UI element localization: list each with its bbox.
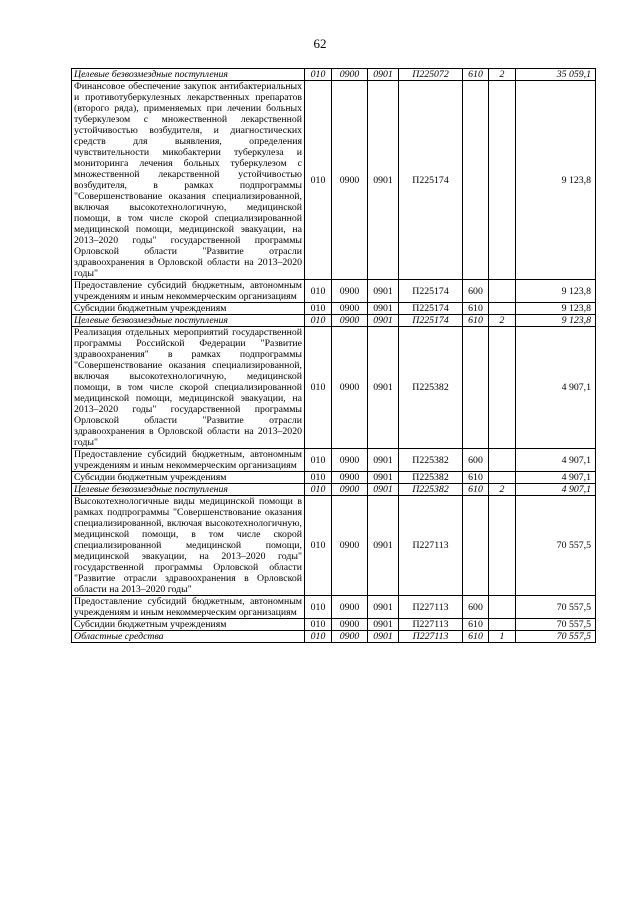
section-code: 0900 <box>332 69 368 81</box>
ministry-code: 010 <box>305 280 332 303</box>
expense-type-code: 600 <box>463 449 489 472</box>
subsection-code: 0901 <box>368 619 399 631</box>
row-name: Целевые безвозмездные поступления <box>72 315 305 327</box>
target-article-code: П225382 <box>399 484 463 496</box>
table-row <box>72 303 596 315</box>
target-article-code: П225174 <box>399 280 463 303</box>
subsection-code: 0901 <box>368 496 399 596</box>
row-name: Субсидии бюджетным учреждениям <box>72 303 305 315</box>
table-row <box>72 69 596 81</box>
amount: 9 123,8 <box>516 315 596 327</box>
expense-type-code <box>463 81 489 280</box>
amount: 70 557,5 <box>516 619 596 631</box>
subsection-code: 0901 <box>368 69 399 81</box>
row-name: Субсидии бюджетным учреждениям <box>72 472 305 484</box>
table-row <box>72 280 596 303</box>
table-row <box>72 449 596 472</box>
table-row <box>72 631 596 643</box>
section-code: 0900 <box>332 303 368 315</box>
target-article-code: П227113 <box>399 496 463 596</box>
expense-type-code <box>463 496 489 596</box>
ministry-code: 010 <box>305 472 332 484</box>
row-name: Целевые безвозмездные поступления <box>72 484 305 496</box>
funding-source-code <box>489 472 516 484</box>
funding-source-code: 2 <box>489 69 516 81</box>
subsection-code: 0901 <box>368 81 399 280</box>
funding-source-code <box>489 327 516 449</box>
section-code: 0900 <box>332 81 368 280</box>
expense-type-code <box>463 327 489 449</box>
target-article-code: П225174 <box>399 81 463 280</box>
row-name: Предоставление субсидий бюджетным, автономным учреждениям и иным некоммерческим организациям <box>72 280 305 303</box>
expense-type-code: 610 <box>463 303 489 315</box>
section-code: 0900 <box>332 449 368 472</box>
expense-type-code: 610 <box>463 69 489 81</box>
section-code: 0900 <box>332 496 368 596</box>
funding-source-code <box>489 81 516 280</box>
row-name: Предоставление субсидий бюджетным, автономным учреждениям и иным некоммерческим организациям <box>72 596 305 619</box>
amount: 4 907,1 <box>516 449 596 472</box>
table-row <box>72 496 596 596</box>
section-code: 0900 <box>332 484 368 496</box>
funding-source-code <box>489 449 516 472</box>
amount: 4 907,1 <box>516 327 596 449</box>
section-code: 0900 <box>332 596 368 619</box>
target-article-code: П225072 <box>399 69 463 81</box>
subsection-code: 0901 <box>368 280 399 303</box>
table-row <box>72 619 596 631</box>
funding-source-code <box>489 619 516 631</box>
table-row <box>72 327 596 449</box>
row-name: Целевые безвозмездные поступления <box>72 69 305 81</box>
expense-type-code: 610 <box>463 472 489 484</box>
ministry-code: 010 <box>305 315 332 327</box>
expense-type-code: 600 <box>463 280 489 303</box>
amount: 4 907,1 <box>516 472 596 484</box>
funding-source-code: 2 <box>489 484 516 496</box>
funding-source-code <box>489 303 516 315</box>
subsection-code: 0901 <box>368 631 399 643</box>
funding-source-code: 2 <box>489 315 516 327</box>
row-name: Финансовое обеспечение закупок антибактериальных и противотуберкулезных лекарственных препаратов (второго ряда), применяемых при лечении больных туберкулезом с множественной лекарственной устойчивостью возбудителя, и диагностических средств для выявления, определения чувствительности микобактерии туберкулеза и мониторинга лечения больных туберкулезом с множественной лекарственной устойчивостью возбудителя, в рамках подпрограммы "Совершенствование оказания специализированной, включая высокотехнологичную, медицинской помощи, в том числе скорой специализированной медицинской помощи, медицинской эвакуации, на 2013–2020 годы" государственной программы Орловской области "Развитие отрасли здравоохранения в Орловской области на 2013–2020 годы" <box>72 81 305 280</box>
expense-type-code: 610 <box>463 484 489 496</box>
subsection-code: 0901 <box>368 303 399 315</box>
page-number: 62 <box>313 36 327 51</box>
target-article-code: П225174 <box>399 303 463 315</box>
table-row <box>72 596 596 619</box>
section-code: 0900 <box>332 631 368 643</box>
expense-type-code: 600 <box>463 596 489 619</box>
table-row <box>72 484 596 496</box>
target-article-code: П227113 <box>399 631 463 643</box>
section-code: 0900 <box>332 280 368 303</box>
ministry-code: 010 <box>305 496 332 596</box>
amount: 70 557,5 <box>516 596 596 619</box>
subsection-code: 0901 <box>368 315 399 327</box>
amount: 70 557,5 <box>516 631 596 643</box>
expense-type-code: 610 <box>463 619 489 631</box>
section-code: 0900 <box>332 619 368 631</box>
funding-source-code <box>489 496 516 596</box>
funding-source-code: 1 <box>489 631 516 643</box>
amount: 70 557,5 <box>516 496 596 596</box>
target-article-code: П227113 <box>399 596 463 619</box>
ministry-code: 010 <box>305 484 332 496</box>
target-article-code: П225382 <box>399 327 463 449</box>
expense-type-code: 610 <box>463 315 489 327</box>
row-name: Субсидии бюджетным учреждениям <box>72 619 305 631</box>
subsection-code: 0901 <box>368 449 399 472</box>
table-row <box>72 472 596 484</box>
row-name: Реализация отдельных мероприятий государственной программы Российской Федерации "Развитие здравоохранения" в рамках подпрограммы "Совершенствование оказания специализированной, включая высокотехнологичную, медицинской помощи, в том числе скорой специализированной медицинской помощи, медицинской эвакуации, на 2013–2020 годы" государственной программы Орловской области "Развитие отрасли здравоохранения в Орловской области на 2013–2020 годы" <box>72 327 305 449</box>
row-name: Предоставление субсидий бюджетным, автономным учреждениям и иным некоммерческим организациям <box>72 449 305 472</box>
ministry-code: 010 <box>305 81 332 280</box>
ministry-code: 010 <box>305 449 332 472</box>
amount: 35 059,1 <box>516 69 596 81</box>
ministry-code: 010 <box>305 631 332 643</box>
target-article-code: П227113 <box>399 619 463 631</box>
amount: 9 123,8 <box>516 280 596 303</box>
target-article-code: П225382 <box>399 449 463 472</box>
row-name: Областные средства <box>72 631 305 643</box>
ministry-code: 010 <box>305 619 332 631</box>
subsection-code: 0901 <box>368 327 399 449</box>
table-row <box>72 81 596 280</box>
section-code: 0900 <box>332 315 368 327</box>
ministry-code: 010 <box>305 303 332 315</box>
subsection-code: 0901 <box>368 484 399 496</box>
expense-type-code: 610 <box>463 631 489 643</box>
target-article-code: П225382 <box>399 472 463 484</box>
ministry-code: 010 <box>305 327 332 449</box>
budget-table <box>71 68 596 643</box>
amount: 9 123,8 <box>516 303 596 315</box>
amount: 4 907,1 <box>516 484 596 496</box>
section-code: 0900 <box>332 327 368 449</box>
ministry-code: 010 <box>305 596 332 619</box>
ministry-code: 010 <box>305 69 332 81</box>
target-article-code: П225174 <box>399 315 463 327</box>
amount: 9 123,8 <box>516 81 596 280</box>
subsection-code: 0901 <box>368 472 399 484</box>
funding-source-code <box>489 596 516 619</box>
funding-source-code <box>489 280 516 303</box>
section-code: 0900 <box>332 472 368 484</box>
table-row <box>72 315 596 327</box>
subsection-code: 0901 <box>368 596 399 619</box>
row-name: Высокотехнологичные виды медицинской помощи в рамках подпрограммы "Совершенствование оказания специализированной, включая высокотехнологичную, медицинской помощи, в том числе скорой специализированной медицинской помощи, медицинской эвакуации, на 2013–2020 годы" государственной программы Орловской области "Развитие отрасли здравоохранения в Орловской области на 2013–2020 годы" <box>72 496 305 596</box>
